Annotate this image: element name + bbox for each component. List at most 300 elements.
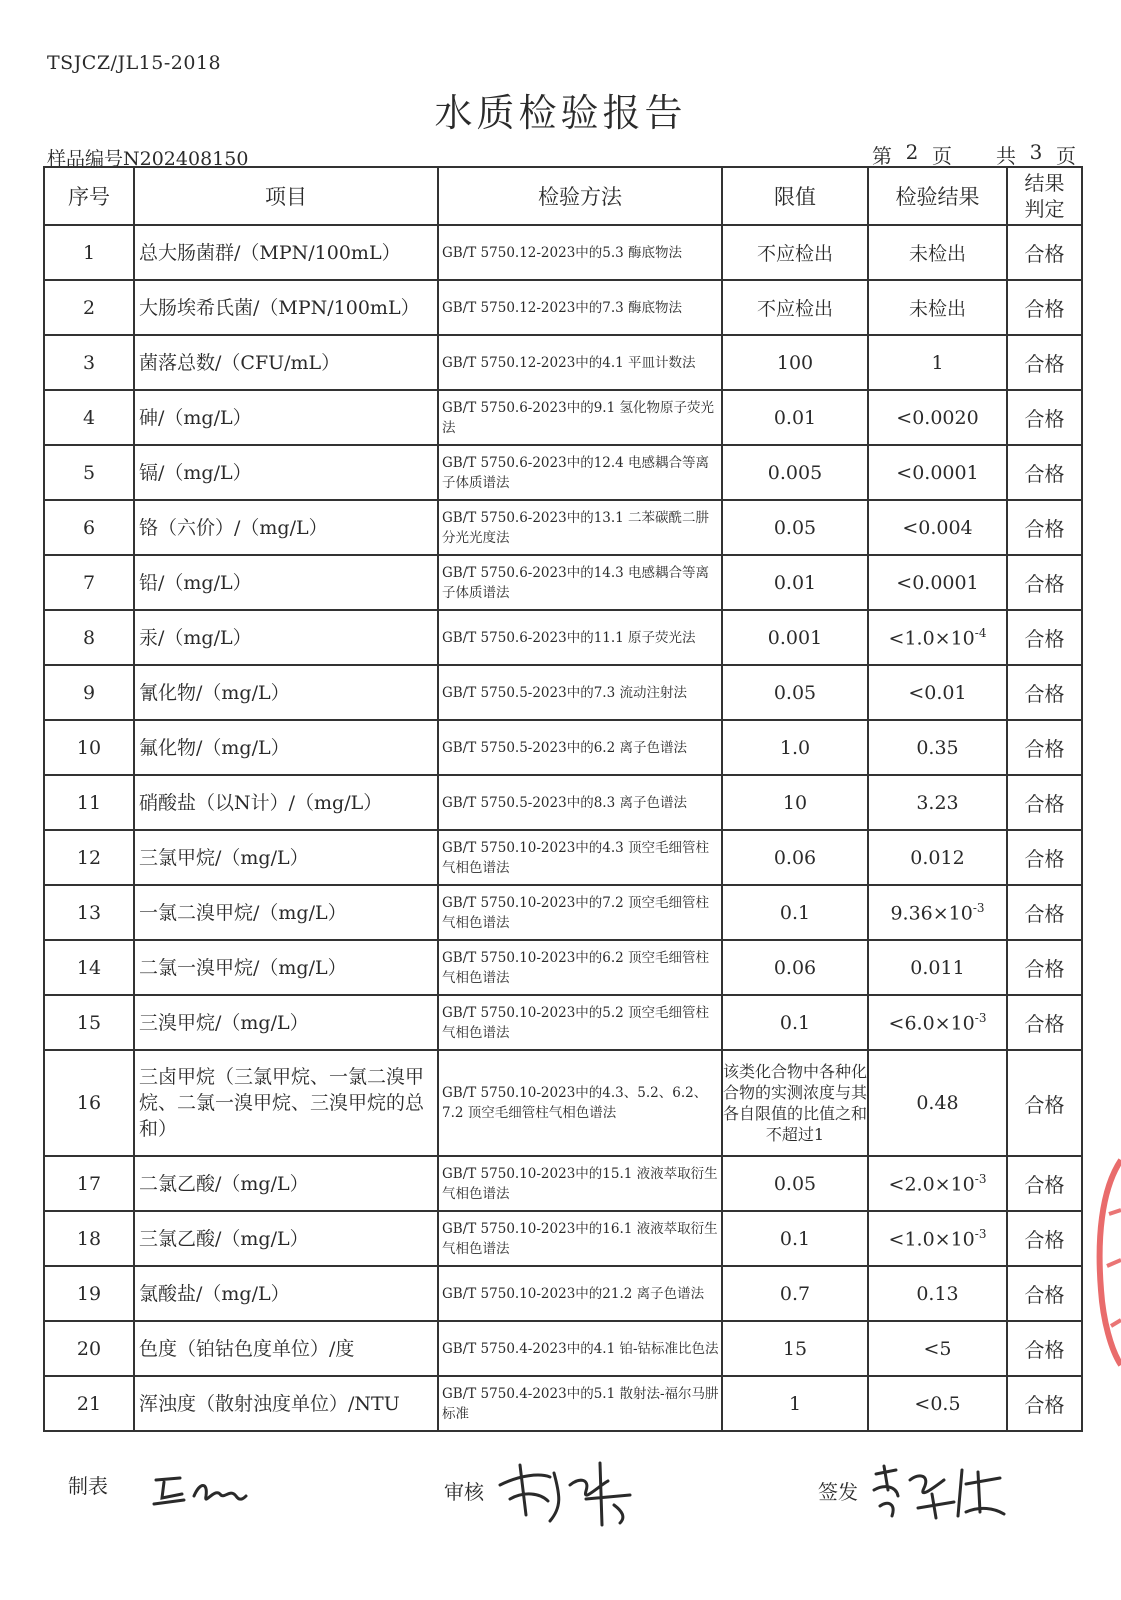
cell-method-text: GB/T 5750.5-2023中的8.3 离子色谱法 [442,794,687,811]
cell-result-text: <0.0020 [896,406,979,429]
cell-method [438,280,722,335]
cell-judge-text: 合格 [1024,517,1065,541]
cell-judge [1007,1156,1082,1211]
cell-result-text: 0.012 [910,846,965,869]
cell-item-text: 铅/（mg/L） [139,571,252,594]
cell-judge-text: 合格 [1024,627,1065,651]
cell-judge [1007,445,1082,500]
prepared-signature [150,1468,250,1513]
issue-signature [870,1460,1010,1525]
result-exponent: -3 [972,900,985,915]
cell-result [868,1050,1007,1156]
cell-no [44,280,134,335]
cell-limit-text: 1.0 [779,736,811,759]
cell-result-text: 未检出 [908,298,966,320]
cell-limit-text: 0.06 [773,846,817,869]
cell-judge-text: 合格 [1024,242,1065,266]
cell-method [438,665,722,720]
cell-method-text: GB/T 5750.6-2023中的12.4 电感耦合等离子体质谱法 [442,454,710,491]
cell-item [134,280,438,335]
cell-no [44,1211,134,1266]
cell-method [438,1321,722,1376]
cell-item [134,665,438,720]
cell-result-text: <0.004 [902,516,973,539]
cell-method-text: GB/T 5750.12-2023中的7.3 酶底物法 [442,299,683,316]
cell-item [134,1266,438,1321]
cell-method [438,1266,722,1321]
cell-no [44,1050,134,1156]
cell-result [868,720,1007,775]
cell-item-text: 总大肠菌群/（MPN/100mL） [139,241,401,264]
header-limit: 限值 [722,167,868,225]
cell-judge-text: 合格 [1024,1283,1065,1307]
cell-no [44,940,134,995]
cell-method [438,940,722,995]
cell-limit [722,830,868,885]
cell-no-text: 17 [76,1172,102,1195]
cell-no-text: 21 [76,1392,102,1415]
cell-limit [722,335,868,390]
red-stamp-edge [1091,1150,1121,1370]
table-row [44,390,1082,445]
results-table [43,166,1083,1432]
cell-judge [1007,665,1082,720]
cell-judge-text: 合格 [1024,737,1065,761]
cell-limit [722,1376,868,1431]
table-row [44,1050,1082,1156]
cell-result-text: <1.0×10 [888,627,975,650]
cell-result [868,885,1007,940]
cell-no [44,885,134,940]
page-total: 3 [1029,140,1043,164]
cell-item [134,1050,438,1156]
cell-judge-text: 合格 [1024,957,1065,981]
cell-result [868,500,1007,555]
cell-no [44,335,134,390]
cell-judge-text: 合格 [1024,1173,1065,1197]
document-code: TSJCZ/JL15-2018 [47,52,222,74]
cell-method [438,885,722,940]
cell-limit [722,775,868,830]
cell-method [438,1376,722,1431]
cell-result [868,1156,1007,1211]
cell-limit [722,445,868,500]
cell-method [438,775,722,830]
table-row [44,940,1082,995]
cell-item-text: 氯酸盐/（mg/L） [139,1282,290,1305]
cell-limit [722,1211,868,1266]
table-row [44,885,1082,940]
cell-method-text: GB/T 5750.10-2023中的21.2 离子色谱法 [442,1285,705,1302]
cell-limit [722,1321,868,1376]
cell-result-text: 0.35 [916,736,959,759]
cell-method [438,720,722,775]
cell-limit-text: 不应检出 [756,243,833,265]
header-result: 检验结果 [868,167,1007,225]
cell-item-text: 色度（铂钴色度单位）/度 [139,1337,355,1360]
cell-limit [722,280,868,335]
cell-result-text: 0.48 [916,1092,959,1114]
cell-result [868,665,1007,720]
cell-no-text: 19 [76,1282,102,1305]
cell-item-text: 硝酸盐（以N计）/（mg/L） [139,791,383,814]
cell-result [868,445,1007,500]
cell-item [134,390,438,445]
cell-result [868,830,1007,885]
cell-limit [722,720,868,775]
cell-result-text: <0.0001 [896,461,979,484]
table-row [44,995,1082,1050]
cell-judge [1007,1266,1082,1321]
cell-result-text: 9.36×10 [890,902,973,925]
cell-item-text: 三氯甲烷/（mg/L） [139,846,309,869]
cell-item [134,1211,438,1266]
cell-no [44,720,134,775]
table-row [44,500,1082,555]
cell-method [438,225,722,280]
cell-no-text: 10 [76,736,102,759]
page-current: 2 [905,140,919,164]
cell-judge [1007,1376,1082,1431]
cell-method-text: GB/T 5750.10-2023中的7.2 顶空毛细管柱气相色谱法 [442,894,710,931]
result-exponent: -3 [974,1171,987,1186]
cell-limit-text: 0.06 [773,956,817,979]
page-total-prefix: 共 [996,144,1016,168]
cell-item-text: 镉/（mg/L） [139,461,252,484]
header-no: 序号 [44,167,134,225]
cell-limit [722,390,868,445]
cell-limit-text: 100 [776,351,814,374]
cell-limit-text: 0.1 [779,901,811,924]
cell-result-text: <2.0×10 [888,1173,975,1196]
table-row [44,610,1082,665]
cell-judge [1007,280,1082,335]
cell-method-text: GB/T 5750.6-2023中的9.1 氢化物原子荧光法 [442,399,714,436]
cell-result-text: <0.5 [914,1392,961,1415]
cell-result-text: 1 [931,351,944,374]
sample-number: 样品编号N202408150 [47,148,249,170]
table-row [44,665,1082,720]
cell-result [868,1266,1007,1321]
cell-limit-text: 0.05 [773,516,817,539]
cell-judge-text: 合格 [1024,352,1065,376]
cell-judge-text: 合格 [1024,902,1065,926]
cell-result [868,775,1007,830]
review-signature [490,1455,640,1530]
cell-no-text: 8 [82,626,96,649]
cell-item [134,720,438,775]
cell-item [134,555,438,610]
cell-item [134,1321,438,1376]
cell-no-text: 3 [82,351,96,374]
cell-judge-text: 合格 [1024,1092,1065,1117]
cell-result-text: <1.0×10 [888,1228,975,1251]
cell-limit [722,940,868,995]
cell-limit [722,885,868,940]
cell-result-text: 0.13 [916,1282,959,1305]
cell-judge-text: 合格 [1024,792,1065,816]
cell-limit [722,995,868,1050]
table-row [44,1266,1082,1321]
cell-judge-text: 合格 [1024,847,1065,871]
cell-judge [1007,1050,1082,1156]
cell-limit-text: 1 [788,1392,802,1415]
cell-no [44,225,134,280]
cell-item-text: 三溴甲烷/（mg/L） [139,1011,309,1034]
cell-item [134,1156,438,1211]
cell-no-text: 11 [76,791,102,814]
cell-result [868,225,1007,280]
cell-limit-text: 0.001 [767,626,823,649]
cell-judge-text: 合格 [1024,462,1065,486]
cell-method-text: GB/T 5750.10-2023中的4.3、5.2、6.2、7.2 顶空毛细管柱气相色谱法 [442,1085,708,1121]
cell-method-text: GB/T 5750.4-2023中的4.1 铂-钴标准比色法 [442,1340,719,1357]
cell-method [438,610,722,665]
cell-item-text: 氟化物/（mg/L） [139,736,290,759]
cell-no-text: 13 [76,901,102,924]
cell-method-text: GB/T 5750.5-2023中的6.2 离子色谱法 [442,739,687,756]
cell-judge-text: 合格 [1024,297,1065,321]
page-prefix: 第 [872,144,892,168]
cell-limit [722,1050,868,1156]
cell-judge [1007,720,1082,775]
results-body [44,225,1082,1431]
cell-no [44,1376,134,1431]
page-current-unit: 页 [932,144,952,168]
cell-no [44,1266,134,1321]
cell-no [44,775,134,830]
cell-limit-text: 0.1 [779,1227,811,1250]
cell-item-text: 砷/（mg/L） [139,406,252,429]
cell-item [134,225,438,280]
cell-item-text: 二氯乙酸/（mg/L） [139,1172,309,1195]
cell-no-text: 16 [76,1092,102,1114]
result-exponent: -3 [974,1010,987,1025]
cell-method [438,335,722,390]
table-row [44,445,1082,500]
prepared-by-label: 制表 [68,1474,108,1498]
report-title: 水质检验报告 [434,91,687,135]
cell-limit [722,665,868,720]
cell-judge [1007,940,1082,995]
cell-no-text: 14 [76,956,102,979]
cell-result [868,940,1007,995]
cell-method [438,390,722,445]
cell-judge [1007,775,1082,830]
cell-result-text: 3.23 [916,791,959,814]
cell-no-text: 15 [76,1011,102,1034]
cell-judge [1007,225,1082,280]
cell-limit-text: 该类化合物中各种化合物的实测浓度与其各自限值的比值之和不超过1 [723,1062,868,1144]
cell-no [44,995,134,1050]
cell-judge-text: 合格 [1024,1393,1065,1417]
cell-judge [1007,830,1082,885]
table-row [44,830,1082,885]
cell-method-text: GB/T 5750.12-2023中的5.3 酶底物法 [442,244,683,261]
cell-no [44,390,134,445]
cell-judge [1007,500,1082,555]
cell-item [134,610,438,665]
cell-result [868,280,1007,335]
cell-method-text: GB/T 5750.6-2023中的11.1 原子荧光法 [442,629,696,646]
cell-no-text: 7 [82,571,96,594]
review-label: 审核 [444,1480,484,1504]
cell-result-text: <0.01 [908,681,967,704]
cell-limit [722,225,868,280]
cell-no-text: 4 [82,406,96,429]
cell-judge-text: 合格 [1024,1012,1065,1036]
table-row [44,225,1082,280]
cell-item-text: 菌落总数/（CFU/mL） [139,351,341,374]
cell-no [44,500,134,555]
cell-result [868,1211,1007,1266]
page-indicator [872,140,1076,169]
cell-method-text: GB/T 5750.5-2023中的7.3 流动注射法 [442,684,687,701]
cell-item-text: 大肠埃希氏菌/（MPN/100mL） [139,296,420,319]
cell-method [438,1211,722,1266]
cell-no-text: 18 [76,1227,102,1250]
cell-limit [722,1266,868,1321]
cell-result-text: <6.0×10 [888,1012,975,1035]
cell-item [134,885,438,940]
cell-item [134,445,438,500]
header-judge [1007,167,1082,225]
cell-item-text: 氰化物/（mg/L） [139,681,290,704]
issue-label: 签发 [818,1480,858,1504]
cell-judge [1007,1321,1082,1376]
cell-method-text: GB/T 5750.10-2023中的4.3 顶空毛细管柱气相色谱法 [442,839,710,876]
cell-method-text: GB/T 5750.10-2023中的15.1 液液萃取衍生气相色谱法 [442,1165,718,1202]
cell-item [134,775,438,830]
cell-no [44,555,134,610]
cell-limit-text: 0.05 [773,681,817,704]
cell-judge-text: 合格 [1024,1338,1065,1362]
cell-judge-text: 合格 [1024,682,1065,706]
cell-item-text: 汞/（mg/L） [139,626,252,649]
cell-item-text: 三卤甲烷（三氯甲烷、一氯二溴甲烷、二氯一溴甲烷、三溴甲烷的总和） [139,1066,425,1140]
table-row [44,1376,1082,1431]
cell-method [438,830,722,885]
header-item: 项目 [134,167,438,225]
table-row [44,1321,1082,1376]
cell-judge [1007,335,1082,390]
cell-item [134,995,438,1050]
cell-judge-text: 合格 [1024,1228,1065,1252]
cell-method-text: GB/T 5750.10-2023中的5.2 顶空毛细管柱气相色谱法 [442,1004,710,1041]
cell-no-text: 2 [82,296,96,319]
cell-limit-text: 0.05 [773,1172,817,1195]
cell-no-text: 1 [82,241,96,264]
cell-item-text: 浑浊度（散射浊度单位）/NTU [139,1392,400,1415]
cell-method [438,995,722,1050]
cell-limit-text: 0.01 [773,571,817,594]
cell-result [868,1321,1007,1376]
cell-no-text: 6 [82,516,96,539]
cell-method [438,555,722,610]
cell-no [44,445,134,500]
cell-limit-text: 0.005 [767,461,823,484]
cell-method [438,1050,722,1156]
cell-item-text: 铬（六价）/（mg/L） [139,516,328,539]
cell-method-text: GB/T 5750.6-2023中的14.3 电感耦合等离子体质谱法 [442,564,710,601]
table-row [44,1211,1082,1266]
cell-result-text: <5 [923,1337,952,1360]
cell-limit [722,1156,868,1211]
cell-result [868,335,1007,390]
cell-limit-text: 0.7 [779,1282,811,1305]
table-row [44,1156,1082,1211]
cell-method-text: GB/T 5750.4-2023中的5.1 散射法-福尔马肼标准 [442,1385,719,1422]
cell-limit-text: 15 [782,1337,808,1360]
cell-item-text: 三氯乙酸/（mg/L） [139,1227,309,1250]
cell-no [44,1156,134,1211]
table-row [44,280,1082,335]
cell-judge [1007,390,1082,445]
cell-method [438,500,722,555]
cell-method-text: GB/T 5750.12-2023中的4.1 平皿计数法 [442,354,696,371]
cell-judge-text: 合格 [1024,407,1065,431]
cell-judge [1007,885,1082,940]
cell-item [134,940,438,995]
cell-limit [722,555,868,610]
cell-item-text: 一氯二溴甲烷/（mg/L） [139,901,347,924]
cell-limit-text: 10 [782,791,808,814]
table-row [44,720,1082,775]
cell-judge-text: 合格 [1024,572,1065,596]
cell-result [868,555,1007,610]
cell-method-text: GB/T 5750.6-2023中的13.1 二苯碳酰二肼分光光度法 [442,509,710,546]
cell-no-text: 5 [82,461,96,484]
cell-method [438,1156,722,1211]
cell-judge [1007,555,1082,610]
cell-result-text: 0.011 [910,956,965,979]
cell-result-text: <0.0001 [896,571,979,594]
cell-result [868,1376,1007,1431]
cell-result [868,995,1007,1050]
cell-result [868,610,1007,665]
page-total-unit: 页 [1056,144,1076,168]
cell-method-text: GB/T 5750.10-2023中的16.1 液液萃取衍生气相色谱法 [442,1220,718,1257]
cell-method [438,445,722,500]
header-judge-line2: 判定 [1024,197,1065,221]
cell-no [44,1321,134,1376]
cell-no [44,610,134,665]
cell-item [134,335,438,390]
cell-limit-text: 0.01 [773,406,817,429]
cell-judge [1007,995,1082,1050]
table-row [44,335,1082,390]
cell-no [44,665,134,720]
cell-no-text: 12 [76,846,102,869]
table-row [44,555,1082,610]
cell-limit [722,500,868,555]
cell-result-text: 未检出 [908,243,966,265]
cell-no-text: 20 [76,1337,102,1360]
cell-no [44,830,134,885]
cell-judge [1007,1211,1082,1266]
cell-limit [722,610,868,665]
header-judge-line1: 结果 [1024,171,1065,195]
cell-item [134,830,438,885]
table-row [44,775,1082,830]
cell-no-text: 9 [82,681,96,704]
header-method: 检验方法 [438,167,722,225]
cell-item-text: 二氯一溴甲烷/（mg/L） [139,956,347,979]
result-exponent: -3 [974,1226,987,1241]
cell-item [134,1376,438,1431]
cell-item [134,500,438,555]
cell-judge [1007,610,1082,665]
